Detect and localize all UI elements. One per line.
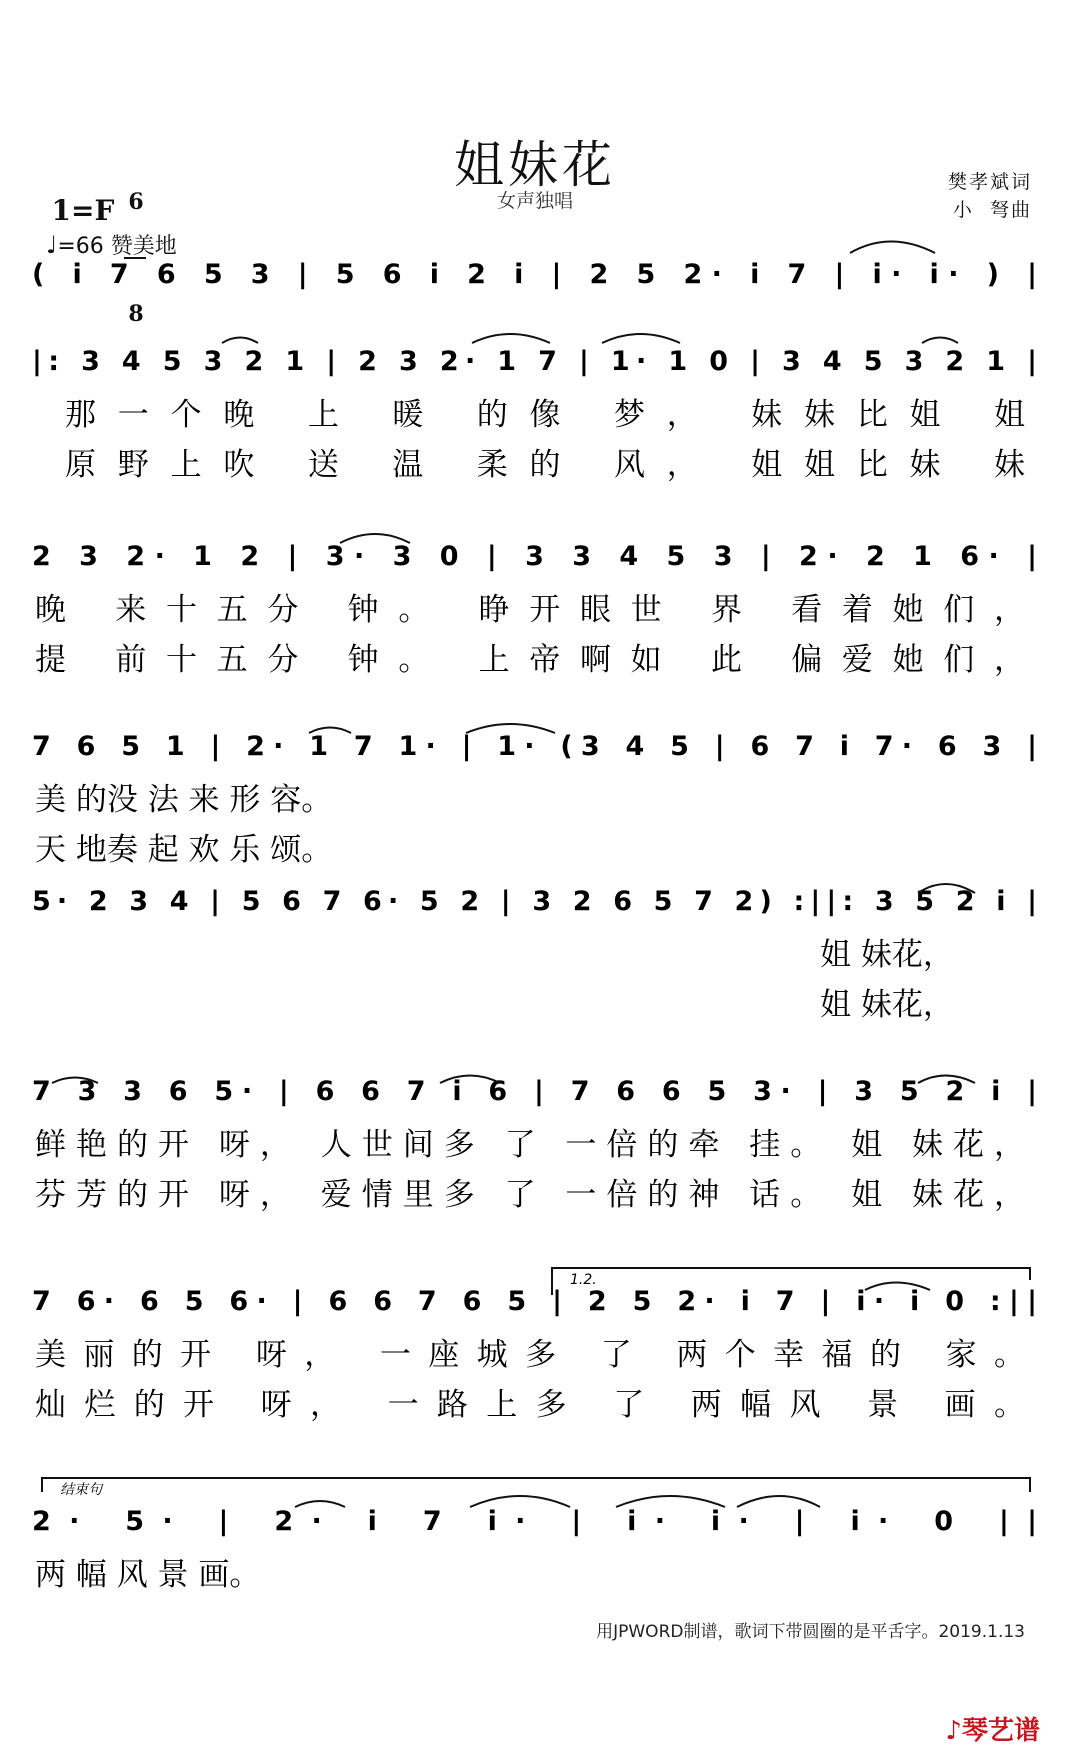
lyrics-line-3-verse-1: 晚 来十五分 钟。 睁开眼世 界 看着她们， xyxy=(35,592,1025,628)
score-lines xyxy=(32,259,1037,1593)
notes-line-8: 2· 5· | 2· i 7 i· | i· i· | i· 0 || xyxy=(32,1506,1038,1537)
song-subtitle: 女声独唱 xyxy=(496,190,573,212)
lyrics-line-4-verse-2: 天 地奏 起 欢 乐 颂。 xyxy=(35,832,333,868)
lyrics-line-5-verse-2: 姐 妹花， xyxy=(820,987,954,1023)
time-top: 6 xyxy=(128,189,144,215)
volta-label-1: 1.2. xyxy=(570,1272,597,1288)
site-logo xyxy=(945,1710,1040,1747)
footer-note: 用JPWORD制谱，歌词下带圆圈的是平舌字。2019.1.13 xyxy=(596,1622,1025,1642)
notes-line-3: 2 3 2· 1 2 | 3· 3 0 | 3 3 4 5 3 | 2· 2 1 6· | xyxy=(32,541,1037,572)
tempo-label: =66 赞美地 xyxy=(57,234,177,259)
time-bottom: 8 xyxy=(128,301,144,327)
key-label: 1=F xyxy=(51,194,115,227)
lyrics-line-2-verse-2: 原野上吹 送 温 柔的 风， 姐姐比妹 妹 xyxy=(65,447,1025,483)
lyrics-line-2-verse-1: 那一个晚 上 暖 的像 梦， 妹妹比姐 姐 xyxy=(65,397,1025,433)
notes-line-5: 5· 2 3 4 | 5 6 7 6· 5 2 | 3 2 6 5 7 2) :||: 3 5 2 i | xyxy=(32,886,1037,917)
notes-line-4: 7 6 5 1 | 2· 1 7 1· | 1· (3 4 5 | 6 7 i 7· 6 3 | xyxy=(32,731,1038,762)
logo-text: 琴艺谱 xyxy=(961,1716,1040,1746)
lyrics-line-8-verse-1: 两 幅 风 景 画。 xyxy=(35,1557,261,1593)
lyrics-line-6-verse-2: 芬芳的开 呀， 爱情里多 了 一倍的神 话。 姐 妹花， xyxy=(35,1177,1025,1213)
lyrics-line-7-verse-2: 灿烂的开 呀， 一路上多 了 两幅风 景 画。 xyxy=(35,1387,1025,1423)
lyrics-line-5-verse-1: 姐 妹花， xyxy=(820,937,954,973)
composer-credit: 小 弩曲 xyxy=(952,199,1032,221)
notes-line-6: 7 3 3 6 5· | 6 6 7 i 6 | 7 6 6 5 3· | 3 5 2 i | xyxy=(32,1076,1038,1107)
lyrics-line-3-verse-2: 提 前十五分 钟。 上帝啊如 此 偏爱她们， xyxy=(35,642,1025,678)
volta-label-2: 结束句 xyxy=(60,1482,102,1498)
song-title: 姐妹花 xyxy=(454,136,616,194)
lyrics-line-7-verse-1: 美丽的开 呀， 一座城多 了 两个幸福的 家。 xyxy=(35,1337,1025,1373)
lyrics-line-6-verse-1: 鲜艳的开 呀， 人世间多 了 一倍的牵 挂。 姐 妹花， xyxy=(35,1127,1025,1163)
notes-line-7: 7 6· 6 5 6· | 6 6 7 6 5 | 2 5 2· i 7 | i· i 0 :|| xyxy=(32,1286,1037,1317)
quarter-note-icon: ♩ xyxy=(46,231,58,259)
notes-line-2: |: 3 4 5 3 2 1 | 2 3 2· 1 7 | 1· 1 0 | 3 4 5 3 2 1 | xyxy=(32,346,1037,377)
lyricist-credit: 樊孝斌词 xyxy=(947,171,1032,193)
lyrics-line-4-verse-1: 美 的没 法 来 形 容。 xyxy=(35,782,333,818)
logo-mark-icon: ♪ xyxy=(945,1716,962,1746)
notes-line-1: ( i 7 6 5 3 | 5 6 i 2 i | 2 5 2· i 7 | i· i· ) | xyxy=(32,259,1037,290)
